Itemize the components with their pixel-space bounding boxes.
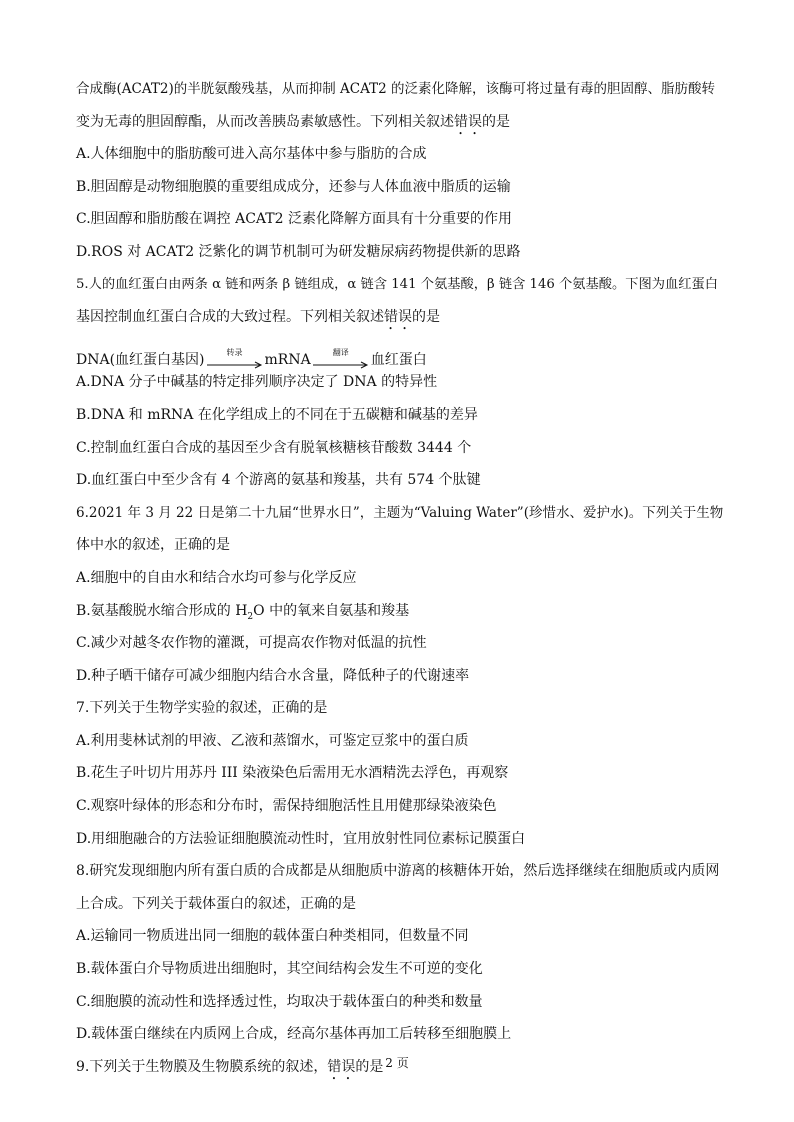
q4-option-a: A.人体细胞中的脂肪酸可进入高尔基体中参与脂肪的合成 [76, 146, 427, 163]
q5-stem-tail: 的是 [412, 309, 440, 326]
q6-stem-line1: 6.2021 年 3 月 22 日是第二十九届“世界水日”，主题为“Valuing Water”(珍惜水、爱护水)。下列关于生物 [76, 504, 724, 521]
q4-option-d: D.ROS 对 ACAT2 泛紫化的调节机制可为研发糖尿病药物提供新的思路 [76, 243, 521, 260]
page-number: 2 页 [385, 1056, 409, 1070]
arrow-right-icon [313, 359, 369, 371]
q8-stem-line1: 8.研究发现细胞内所有蛋白质的合成都是从细胞质中游离的核糖体开始，然后选择继续在细胞质或内质网 [76, 863, 720, 880]
q6-option-b-text: B.氨基酸脱水缩合形成的 H [76, 602, 248, 619]
q4-option-c: C.胆固醇和脂肪酸在调控 ACAT2 泛素化降解方面具有十分重要的作用 [76, 211, 512, 228]
flow-start-label: DNA(血红蛋白基因) [76, 352, 205, 369]
q7-option-d: D.用细胞融合的方法验证细胞膜流动性时，宜用放射性同位素标记膜蛋白 [76, 830, 526, 847]
arrow-right-icon [207, 359, 263, 371]
q4-stem-line1: 合成酶(ACAT2)的半胱氨酸残基，从而抑制 ACAT2 的泛素化降解，该酶可将过量有毒的胆固醇、脂肪酸转 [76, 81, 715, 97]
q5-emphasis-word: 错误 [384, 309, 412, 326]
q5-stem-line2 [76, 306, 726, 339]
q5-stem-line1: 5.人的血红蛋白由两条 α 链和两条 β 链组成，α 链含 141 个氨基酸，β 链含 146 个氨基酸。下图为血红蛋白 [76, 276, 719, 292]
q7-option-a: A.利用斐林试剂的甲液、乙液和蒸馏水，可鉴定豆浆中的蛋白质 [76, 732, 469, 749]
q4-emphasis-word: 错误 [454, 113, 482, 130]
q6-option-b-tail: O 中的氧来自氨基和羧基 [253, 602, 410, 619]
q8-option-c: C.细胞膜的流动性和选择透过性，均取决于载体蛋白的种类和数量 [76, 993, 483, 1010]
flow-end-label: 血红蛋白 [370, 352, 427, 369]
exam-page [76, 78, 726, 1088]
q8-option-a: A.运输同一物质进出同一细胞的载体蛋白种类相同，但数量不同 [76, 928, 469, 945]
transcription-label: 转录 [226, 348, 243, 358]
q8-stem-line2: 上合成。下列关于载体蛋白的叙述，正确的是 [76, 895, 356, 912]
q7-option-b: B.花生子叶切片用苏丹 III 染液染色后需用无水酒精洗去浮色，再观察 [76, 765, 509, 782]
q6-option-b [76, 600, 726, 633]
q7-stem: 7.下列关于生物学实验的叙述，正确的是 [76, 700, 328, 717]
subscript-two: 2 [247, 611, 254, 622]
q4-option-b: B.胆固醇是动物细胞膜的重要组成成分，还参与人体血液中脂质的运输 [76, 178, 511, 195]
q5-option-b: B.DNA 和 mRNA 在化学组成上的不同在于五碳糖和碱基的差异 [76, 406, 478, 423]
q6-option-a: A.细胞中的自由水和结合水均可参与化学反应 [76, 569, 357, 586]
q5-option-c: C.控制血红蛋白合成的基因至少含有脱氧核糖核苷酸数 3444 个 [76, 439, 472, 456]
q9-stem-tail: 的是 [355, 1058, 384, 1075]
q5-option-d: D.血红蛋白中至少含有 4 个游离的氨基和羧基，共有 574 个肽键 [76, 472, 481, 489]
q6-option-d: D.种子晒干储存可减少细胞内结合水含量，降低种子的代谢速率 [76, 667, 470, 684]
q5-option-a: A.DNA 分子中碱基的特定排列顺序决定了 DNA 的特异性 [76, 374, 438, 391]
q8-option-d: D.载体蛋白继续在内质网上合成，经高尔基体再加工后转移至细胞膜上 [76, 1026, 512, 1043]
translation-label: 翻译 [332, 348, 349, 358]
q5-flow-diagram [76, 339, 726, 372]
translation-arrow [313, 349, 369, 371]
flow-middle-label: mRNA [264, 352, 311, 369]
q8-option-b: B.载体蛋白介导物质进出细胞时，其空间结构会发生不可逆的变化 [76, 961, 483, 978]
q9-stem-text: 9.下列关于生物膜及生物膜系统的叙述， [76, 1058, 328, 1075]
q7-option-c: C.观察叶绿体的形态和分布时，需保持细胞活性且用健那绿染液染色 [76, 798, 497, 815]
q6-stem-line2: 体中水的叙述，正确的是 [76, 537, 230, 554]
transcription-arrow [207, 349, 263, 371]
q4-stem-line2 [76, 111, 726, 144]
q9-emphasis-word: 错误 [327, 1058, 356, 1075]
q4-stem-text: 变为无毒的胆固醇酯，从而改善胰岛素敏感性。下列相关叙述 [76, 113, 454, 130]
q6-option-c: C.减少对越冬农作物的灌溉，可提高农作物对低温的抗性 [76, 635, 427, 652]
q5-stem-text: 基因控制血红蛋白合成的大致过程。下列相关叙述 [76, 309, 384, 326]
q4-stem-tail: 的是 [482, 113, 510, 130]
